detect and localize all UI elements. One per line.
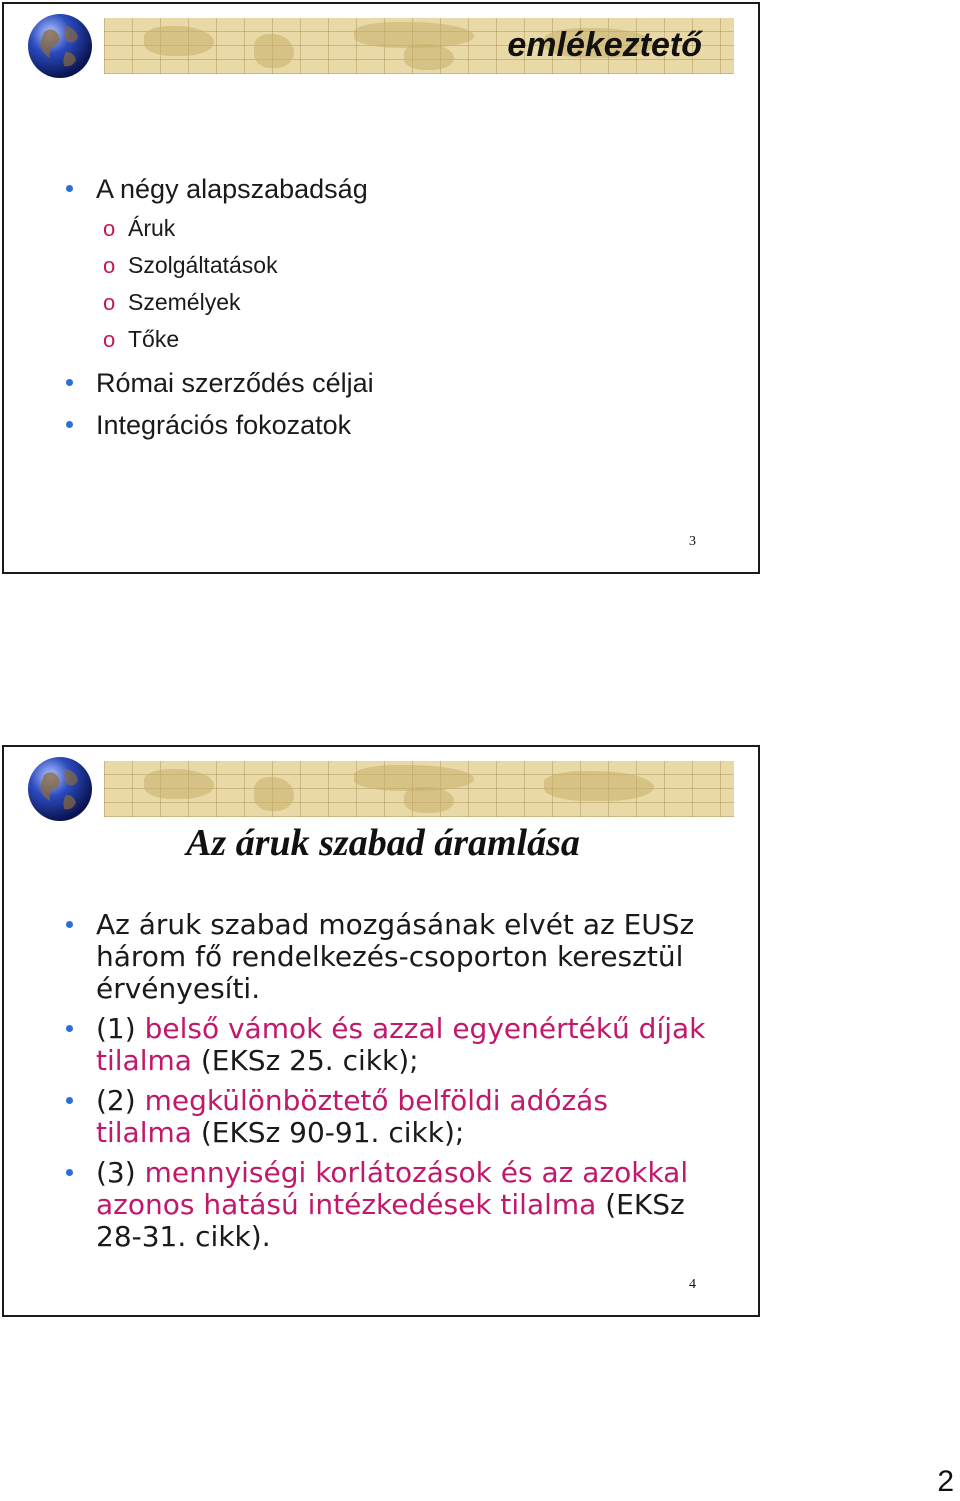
list-item: Az áruk szabad mozgásának elvét az EUSz három fő rendelkezés-csoporton keresztül érvényesíti. <box>66 909 706 1005</box>
sub-list-item: o Szolgáltatások <box>66 247 374 284</box>
sub-list-item: o Személyek <box>66 284 374 321</box>
page-number: 4 <box>689 1277 696 1292</box>
bullet-list <box>66 168 374 446</box>
globe-icon <box>26 12 94 80</box>
bullet-list <box>66 909 706 1261</box>
globe-icon <box>26 755 94 823</box>
list-item: Integrációs fokozatok <box>66 404 374 446</box>
list-item: Római szerződés céljai <box>66 362 374 404</box>
bullet-icon <box>66 421 73 428</box>
list-item: A négy alapszabadság <box>66 168 374 210</box>
slide-3 <box>2 2 760 574</box>
list-item: (1) belső vámok és azzal egyenértékű díjak tilalma (EKSz 25. cikk); <box>66 1013 706 1077</box>
sheet-number: 2 <box>937 1465 954 1498</box>
page-number: 3 <box>689 534 696 549</box>
sub-list-item: o Tőke <box>66 321 374 358</box>
bullet-icon <box>66 921 73 928</box>
sub-list-item: o Áruk <box>66 210 374 247</box>
list-item: (2) megkülönböztető belföldi adózás tilalma (EKSz 90-91. cikk); <box>66 1085 706 1149</box>
slide-4 <box>2 745 760 1317</box>
bullet-icon <box>66 185 73 192</box>
bullet-icon <box>66 1169 73 1176</box>
circle-bullet-icon: o <box>103 253 116 278</box>
circle-bullet-icon: o <box>103 216 116 241</box>
world-map-banner <box>104 761 734 817</box>
slide-title: emlékeztető <box>507 26 702 64</box>
slide-title: Az áruk szabad áramlása <box>186 822 580 864</box>
bullet-icon <box>66 1097 73 1104</box>
circle-bullet-icon: o <box>103 290 116 315</box>
circle-bullet-icon: o <box>103 327 116 352</box>
bullet-icon <box>66 379 73 386</box>
bullet-icon <box>66 1025 73 1032</box>
list-item: (3) mennyiségi korlátozások és az azokkal azonos hatású intézkedések tilalma (EKSz 28-31. cikk). <box>66 1157 706 1253</box>
